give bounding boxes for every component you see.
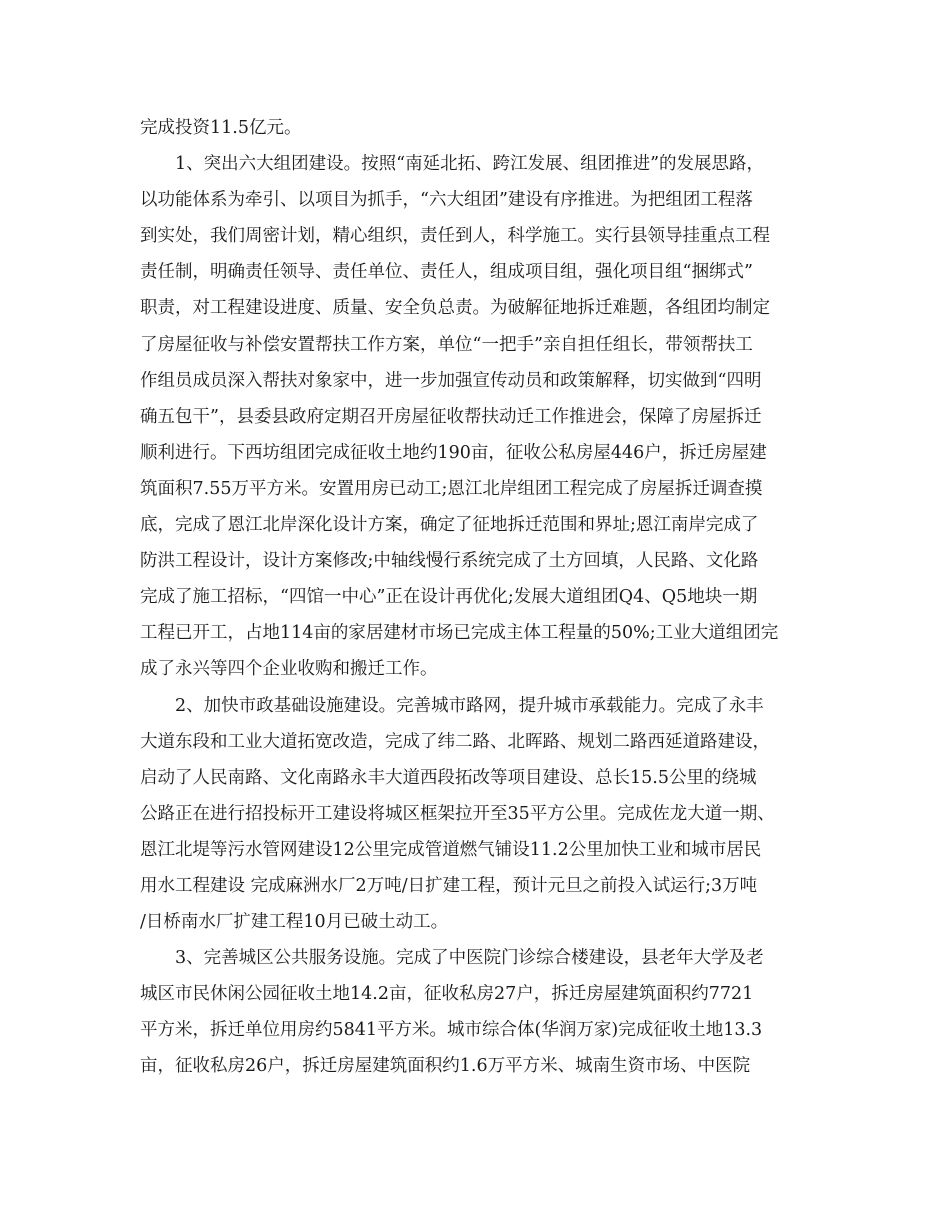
paragraph-3-heading-line: 3、完善城区公共服务设施。完成了中医院门诊综合楼建设，县老年大学及老 bbox=[140, 948, 764, 969]
text-line: 平方米，拆迁单位用房约5841平方米。城市综合体(华润万家)完成征收土地13.3 bbox=[140, 1020, 763, 1041]
text-line: 大道东段和工业大道拓宽改造，完成了纬二路、北晖路、规划二路西延道路建设， bbox=[140, 731, 770, 752]
text-line: 成了永兴等四个企业收购和搬迁工作。 bbox=[140, 659, 438, 680]
text-line: 恩江北堤等污水管网建设12公里完成管道燃气铺设11.2公里加快工业和城市居民 bbox=[140, 839, 762, 860]
text-line: 工程已开工，占地114亩的家居建材市场已完成主体工程量的50%;工业大道组团完 bbox=[140, 623, 779, 644]
text-line: 亩，征收私房26户，拆迁房屋建筑面积约1.6万平方米、城南生资市场、中医院 bbox=[140, 1056, 751, 1077]
text-line: 确五包干”，县委县政府定期召开房屋征收帮扶动迁工作推进会，保障了房屋拆迁 bbox=[140, 406, 762, 427]
text-line: 职责，对工程建设进度、质量、安全负总责。为破解征地拆迁难题，各组团均制定 bbox=[140, 298, 770, 319]
paragraph-2-heading-line: 2、加快市政基础设施建设。完善城市路网，提升城市承载能力。完成了永丰 bbox=[140, 695, 764, 716]
text-line: 了房屋征收与补偿安置帮扶工作方案，单位“一把手”亲自担任组长，带领帮扶工 bbox=[140, 334, 753, 355]
text-line: 公路正在进行招投标开工建设将城区框架拉开至35平方公里。完成佐龙大道一期、 bbox=[140, 803, 775, 824]
document-body bbox=[140, 110, 812, 1085]
text-line: /日桥南水厂扩建工程10月已破土动工。 bbox=[140, 912, 449, 933]
text-line: 用水工程建设 完成麻洲水厂2万吨/日扩建工程，预计元旦之前投入试运行;3万吨 bbox=[140, 875, 758, 896]
paragraph-1-heading-line: 1、突出六大组团建设。按照“南延北拓、跨江发展、组团推进”的发展思路， bbox=[140, 154, 765, 175]
text-line: 作组员成员深入帮扶对象家中，进一步加强宣传动员和政策解释，切实做到“四明 bbox=[140, 370, 762, 391]
text-line: 完成投资11.5亿元。 bbox=[140, 118, 302, 138]
text-line: 责任制，明确责任领导、责任单位、责任人，组成项目组，强化项目组“捆绑式” bbox=[140, 262, 753, 283]
text-line: 以功能体系为牵引、以项目为抓手，“六大组团”建设有序推进。为把组团工程落 bbox=[140, 190, 753, 211]
text-line: 完成了施工招标，“四馆一中心”正在设计再优化;发展大道组团Q4、Q5地块一期 bbox=[140, 587, 758, 608]
text-line: 底，完成了恩江北岸深化设计方案，确定了征地拆迁范围和界址;恩江南岸完成了 bbox=[140, 515, 759, 536]
text-line: 城区市民休闲公园征收土地14.2亩，征收私房27户，拆迁房屋建筑面积约7721 bbox=[140, 984, 754, 1005]
text-line: 防洪工程设计，设计方案修改;中轴线慢行系统完成了土方回填，人民路、文化路 bbox=[140, 551, 759, 572]
text-line: 启动了人民南路、文化南路永丰大道西段拓改等项目建设、总长15.5公里的绕城 bbox=[140, 767, 757, 788]
text-line: 顺利进行。下西坊组团完成征收土地约190亩，征收公私房屋446户，拆迁房屋建 bbox=[140, 442, 767, 463]
text-line: 筑面积7.55万平方米。安置用房已动工;恩江北岸组团工程完成了房屋拆迁调查摸 bbox=[140, 478, 763, 499]
text-line: 到实处，我们周密计划，精心组织，责任到人，科学施工。实行县领导挂重点工程 bbox=[140, 226, 770, 247]
